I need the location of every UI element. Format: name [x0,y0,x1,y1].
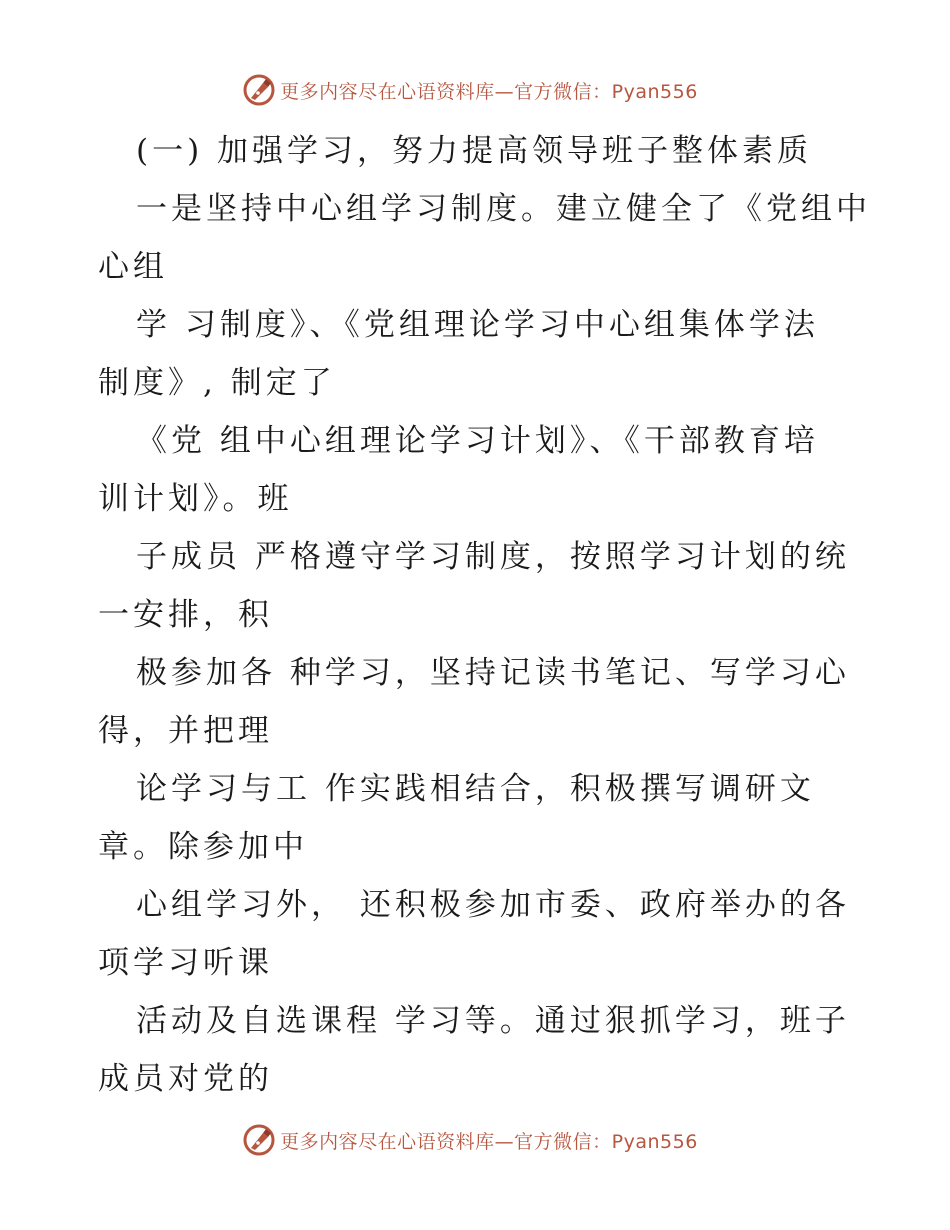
footer-banner-text: 更多内容尽在心语资料库—官方微信：Pyan556 [280,1130,698,1153]
document-line: 极参加各 种学习，坚持记读书笔记、写学习心 [136,655,850,691]
footer-banner-content [242,1123,698,1157]
document-line: (一) 加强学习，努力提高领导班子整体素质 [136,133,813,169]
document-line: 论学习与工 作实践相结合，积极撰写调研文 [136,771,815,807]
document-line: 得，并把理 [98,713,273,749]
document-line: 活动及自选课程 学习等。通过狠抓学习，班子 [136,1003,850,1039]
pen-nib-logo-icon [242,73,276,107]
header-banner-content [242,73,698,107]
document-line: 子成员 严格遵守学习制度，按照学习计划的统 [136,539,850,575]
document-line: 学 习制度》、《党组理论学习中心组集体学法 [136,307,819,343]
document-line: 训计划》。班 [98,481,293,517]
footer-banner [0,1120,950,1160]
header-banner [0,70,950,110]
document-line: 制度》, 制定了 [98,365,336,401]
document-line: 心组学习外， 还积极参加市委、政府举办的各 [136,887,850,923]
document-line: 项学习听课 [98,945,273,981]
document-body [98,122,871,1108]
pen-nib-logo-icon [242,1123,276,1157]
document-line: 一安排，积 [98,597,273,633]
document-line: 《党 组中心组理论学习计划》、《干部教育培 [136,423,819,459]
document-line: 成员对党的 [98,1061,273,1097]
document-line: 一是坚持中心组学习制度。建立健全了《党组中 [136,191,871,227]
header-banner-text: 更多内容尽在心语资料库—官方微信：Pyan556 [280,80,698,103]
document-line: 心组 [98,249,168,285]
document-line: 章。除参加中 [98,829,308,865]
